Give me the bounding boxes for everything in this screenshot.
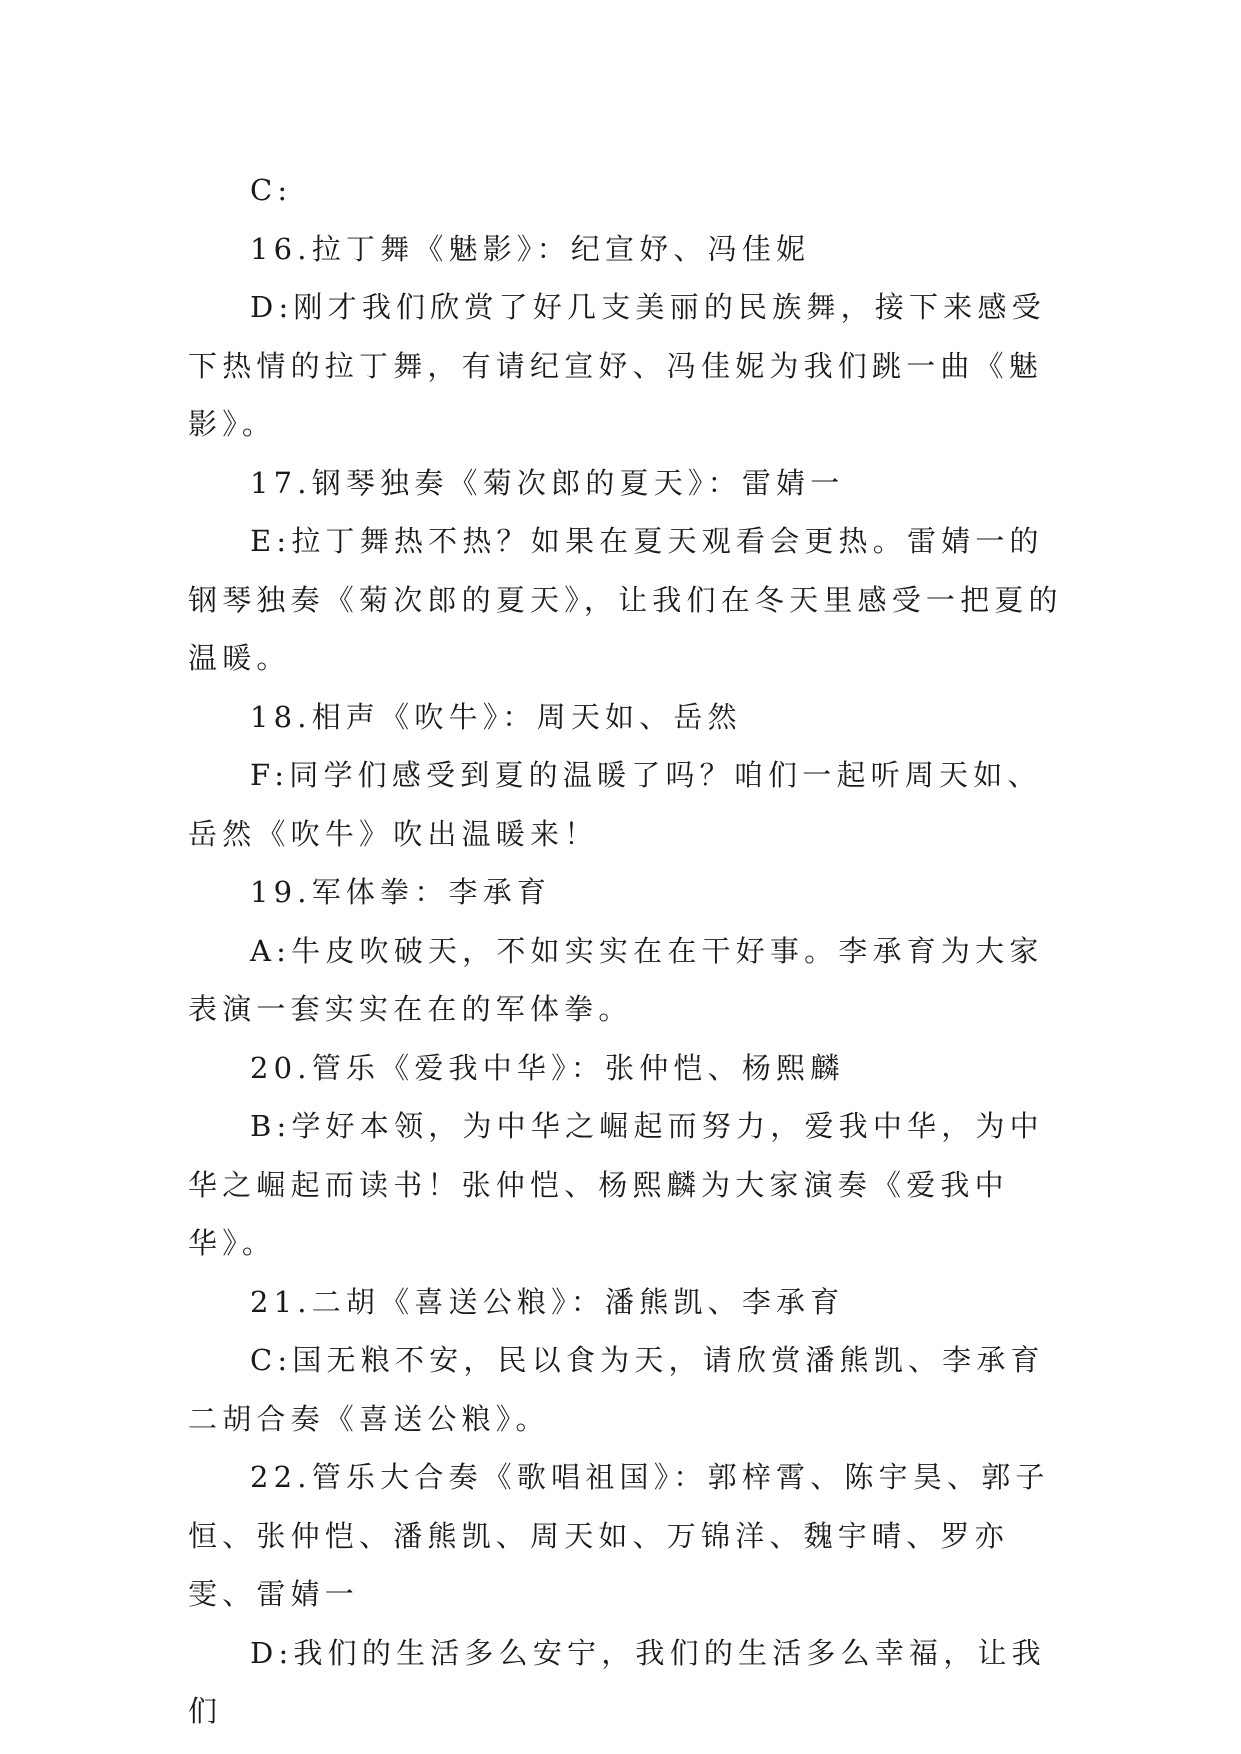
paragraph-host-a-intro: A:牛皮吹破天，不如实实在在干好事。李承育为大家表演一套实实在在的军体拳。 [188, 933, 1044, 1026]
program-item-17: 17.钢琴独奏《菊次郎的夏天》：雷婧一 [250, 465, 845, 500]
program-item-22: 22.管乐大合奏《歌唱祖国》：郭梓霄、陈宇昊、郭子恒、张仲恺、潘熊凯、周天如、万锦洋、魏宇晴、罗亦雯、雷婧一 [188, 1460, 1050, 1611]
document-body [188, 161, 1068, 1741]
paragraph-host-e-intro: E:拉丁舞热不热？如果在夏天观看会更热。雷婧一的钢琴独奏《菊次郎的夏天》，让我们在冬天里感受一把夏的温暖。 [188, 524, 1063, 675]
program-item-21: 21.二胡《喜送公粮》：潘熊凯、李承育 [250, 1284, 845, 1319]
program-item-19: 19.军体拳：李承育 [250, 875, 552, 909]
paragraph-host-c-intro-2: C:国无粮不安，民以食为天，请欣赏潘熊凯、李承育二胡合奏《喜送公粮》。 [188, 1343, 1045, 1436]
paragraph-host-d-intro-2: D:我们的生活多么安宁，我们的生活多么幸福，让我们 [188, 1635, 1046, 1728]
paragraph-host-c-intro: C: [250, 173, 293, 207]
paragraph-host-d-intro: D:刚才我们欣赏了好几支美丽的民族舞，接下来感受下热情的拉丁舞，有请纪宣妤、冯佳妮为我们跳一曲《魅影》。 [188, 290, 1046, 441]
program-item-16: 16.拉丁舞《魅影》：纪宣妤、冯佳妮 [250, 231, 811, 266]
paragraph-host-f-intro: F:同学们感受到夏的温暖了吗？咱们一起听周天如、岳然《吹牛》吹出温暖来！ [188, 758, 1042, 851]
paragraph-host-b-intro: B:学好本领，为中华之崛起而努力，爱我中华，为中华之崛起而读书！张仲恺、杨熙麟为大家演奏《爱我中华》。 [188, 1109, 1044, 1260]
program-item-18: 18.相声《吹牛》：周天如、岳然 [250, 699, 742, 734]
program-item-20: 20.管乐《爱我中华》：张仲恺、杨熙麟 [250, 1050, 845, 1085]
